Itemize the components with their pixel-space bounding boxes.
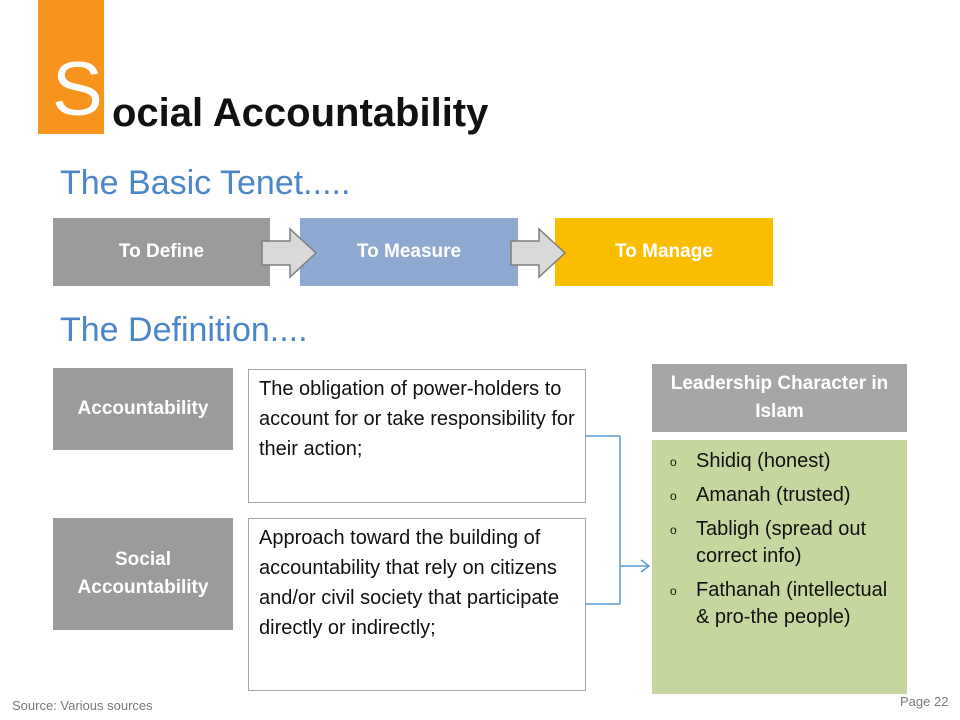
circle-bullet-icon: o [670,455,677,469]
source-note: Source: Various sources [12,698,153,713]
list-item: o Tabligh (spread out correct info) [670,518,867,567]
leadership-header: Leadership Character in Islam [652,364,907,432]
basic-tenet-heading: The Basic Tenet..... [60,164,351,202]
page-title: ocial Accountability [112,91,489,135]
list-item: o Shidiq (honest) [660,448,899,475]
title-initial-letter: S [52,47,103,132]
term-social-accountability: Social Accountability [53,518,233,630]
circle-bullet-icon: o [670,489,677,503]
circle-bullet-icon: o [670,523,677,537]
definition-accountability: The obligation of power-holders to account for or take responsibility for their action; [248,369,586,503]
term-accountability: Accountability [53,368,233,450]
definition-social-accountability: Approach toward the building of accountability that rely on citizens and/or civil society that participate directly or indirectly; [248,518,586,691]
step-to-measure: To Measure [300,218,518,286]
step-to-manage: To Manage [555,218,773,286]
list-item: o Amanah (trusted) [660,482,899,509]
circle-bullet-icon: o [670,584,677,598]
list-item: o Fathanah (intellectual & pro-the people) [670,579,888,628]
step-to-define: To Define [53,218,270,286]
bracket-connector [580,430,660,610]
page-number: Page 22 [900,694,949,709]
right-arrow-icon [260,227,320,279]
leadership-list [652,440,907,694]
definition-heading: The Definition.... [60,311,308,349]
right-arrow-icon [509,227,569,279]
